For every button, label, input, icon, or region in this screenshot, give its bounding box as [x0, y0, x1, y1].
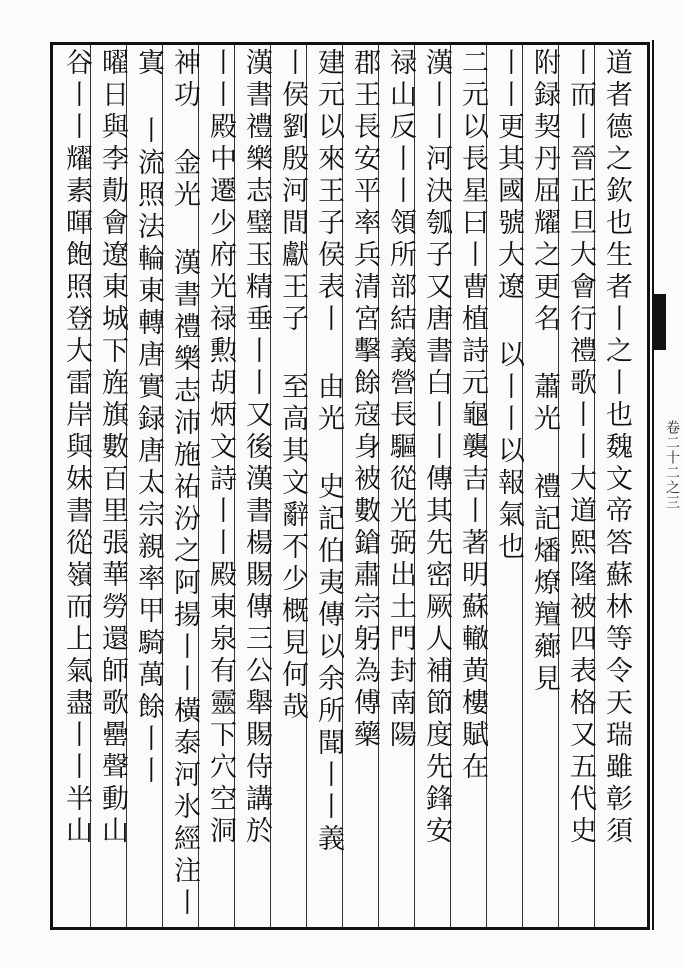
text-column-3: 附録契丹屈耀之更名 蕭光 禮記燔燎羶薌見 [529, 48, 560, 696]
text-column-4: 丨丨更其國號大遼 以丨丨以報氣也 [493, 48, 524, 564]
volume-label: 卷二十二之三 [664, 420, 680, 510]
text-column-15: 曜日與李勣會遼東城下旌旗數百里張華勞還師歌罍聲動山 [97, 48, 128, 848]
text-column-14: 寘 丨流照法輪東轉唐實録唐太宗親率甲騎萬餘丨丨 [133, 48, 164, 788]
text-column-13: 神功 金光 漢書禮樂志沛施祐汾之阿揚丨丨橫泰河氷經注丨 [169, 48, 200, 920]
text-column-2: 丨而丨晉正旦大會行禮歌丨丨大道熙隆被四表格又五代史 [565, 48, 596, 848]
fishtail-mark [654, 294, 666, 350]
page-margin-strip [652, 40, 684, 930]
text-column-7: 禄山反丨丨領所部結義營長驅從光弼出土門封南陽 [385, 48, 416, 752]
text-column-10: 丨侯劉殷河間獻王子 至高其文辭不少概見何哉 [277, 48, 308, 724]
text-column-11: 漢書禮樂志璧玉精垂丨丨又後漢書楊賜傳三公舉賜侍講於 [241, 48, 272, 848]
text-column-16: 谷丨丨耀素暉飽照登大雷岸與妹書從嶺而上氣盡丨丨半山 [61, 48, 92, 848]
text-column-12: 丨丨殿中遷少府光禄勲胡炳文詩丨丨殿東泉有靈下穴空洞 [205, 48, 236, 848]
text-column-6: 漢丨丨河決瓠子又唐書白丨丨傳其先密厥人補節度先鋒安 [421, 48, 452, 848]
text-column-8: 郡王長安平率兵清宮擊餘寇身被數鎗肅宗躬為傅藥 [349, 48, 380, 752]
text-column-1: 道者德之欽也生者丨之丨也魏文帝答蘇林等令天瑞雖彰須 [601, 48, 632, 848]
text-column-9: 建元以來王子侯表丨 由光 史記伯夷傳以余所聞丨丨義 [313, 48, 344, 856]
text-column-5: 二元以長星曰丨曹植詩元龜襲吉丨著明蘇轍黄樓賦在 [457, 48, 488, 784]
